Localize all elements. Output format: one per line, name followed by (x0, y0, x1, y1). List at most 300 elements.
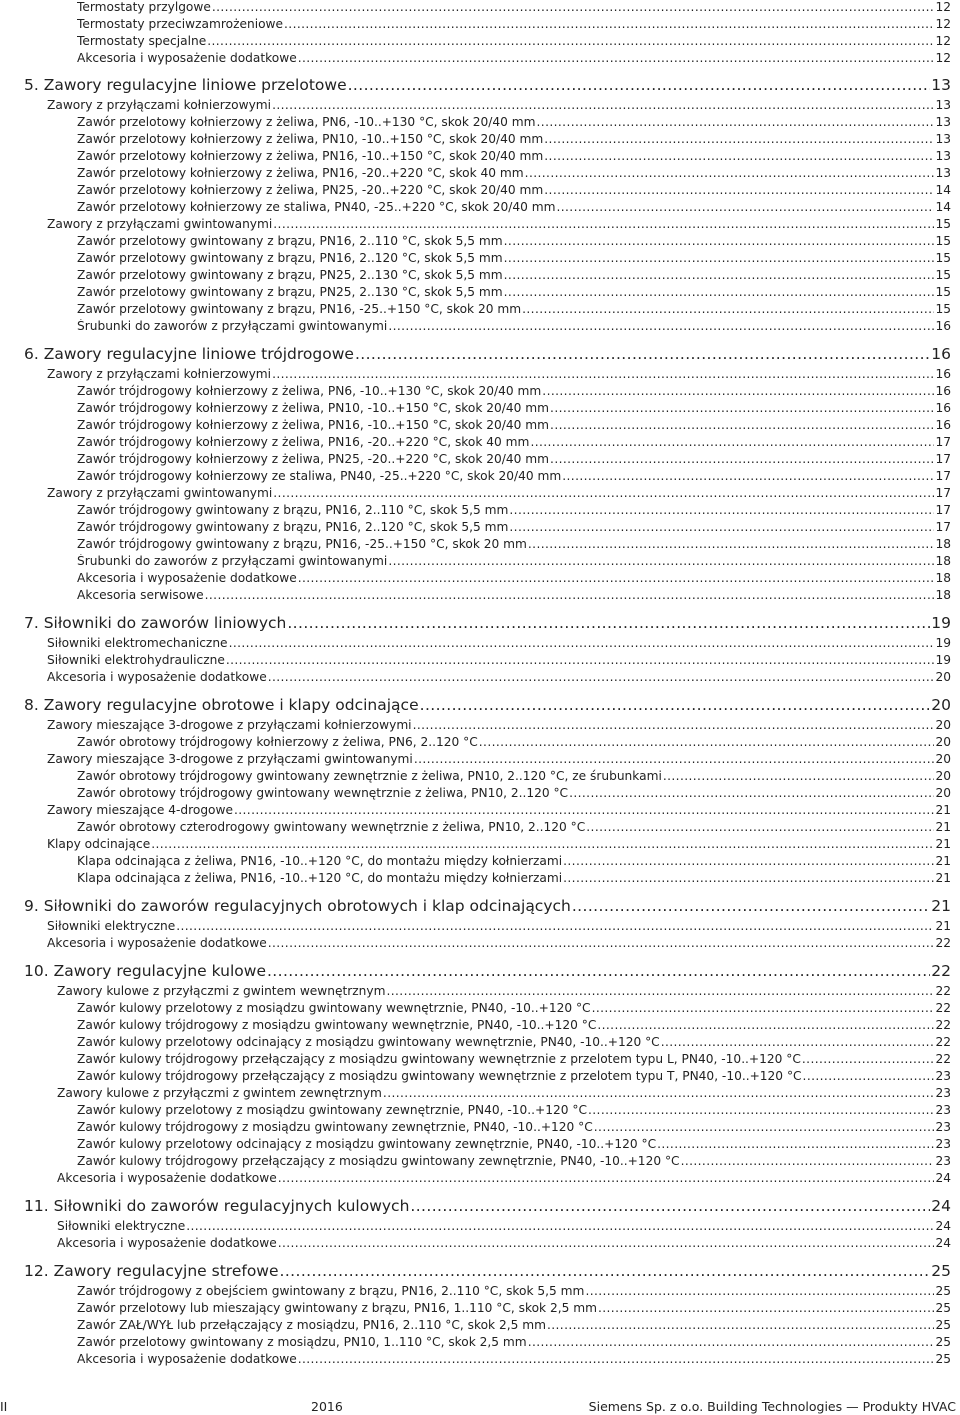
toc-leader-dots (803, 1069, 935, 1083)
toc-page-number: 19 (935, 636, 951, 650)
toc-leader-dots (509, 503, 934, 517)
toc-entry (77, 1069, 951, 1083)
toc-leader-dots (542, 384, 934, 398)
toc-page-number: 17 (935, 469, 951, 483)
toc-page-number: 12 (935, 34, 951, 48)
toc-section-heading (24, 962, 951, 980)
toc-entry (57, 1236, 951, 1250)
toc-leader-dots (272, 98, 934, 112)
toc-entry-title: Zawór kulowy przelotowy odcinający z mosiądzu gwintowany wewnętrznie, PN40, -10..+120 °C (77, 1035, 660, 1049)
toc-page-number: 18 (935, 537, 951, 551)
toc-entry (47, 636, 951, 650)
toc-page-number: 23 (935, 1154, 951, 1168)
toc-entry (77, 1154, 951, 1168)
toc-entry-title: Zawór obrotowy trójdrogowy gwintowany wewnętrznie z żeliwa, PN10, 2..120 °C (77, 786, 569, 800)
toc-leader-dots (479, 735, 935, 749)
toc-entry (77, 200, 951, 214)
toc-page-number: 22 (935, 1052, 951, 1066)
toc-section-heading (24, 897, 951, 915)
toc-leader-dots (663, 769, 935, 783)
toc-page-number: 24 (935, 1171, 951, 1185)
toc-leader-dots (388, 554, 934, 568)
toc-leader-dots (386, 984, 934, 998)
toc-entry-title: Zawór trójdrogowy z obejściem gwintowany z brązu, PN16, 2..110 °C, skok 5,5 mm (77, 1284, 585, 1298)
toc-entry-title: Zawór trójdrogowy gwintowany z brązu, PN16, 2..120 °C, skok 5,5 mm (77, 520, 509, 534)
toc-page-number: 19 (931, 614, 951, 632)
toc-entry (47, 837, 951, 851)
toc-entry (77, 302, 951, 316)
toc-entry-title: Zawór kulowy trójdrogowy z mosiądzu gwintowany zewnętrznie, PN40, -10..+120 °C (77, 1120, 593, 1134)
toc-entry-title: 9. Siłowniki do zaworów regulacyjnych obrotowych i klap odcinających (24, 897, 571, 915)
toc-page-number: 17 (935, 520, 951, 534)
toc-page-number: 25 (935, 1352, 951, 1366)
toc-leader-dots (550, 452, 934, 466)
toc-entry-title: Zawór trójdrogowy kołnierzowy z żeliwa, PN16, -20..+220 °C, skok 40 mm (77, 435, 530, 449)
toc-leader-dots (522, 302, 934, 316)
toc-entry-title: Zawór obrotowy trójdrogowy kołnierzowy z żeliwa, PN6, 2..120 °C (77, 735, 478, 749)
toc-section-heading (24, 345, 951, 363)
toc-leader-dots (586, 820, 934, 834)
toc-leader-dots (544, 149, 934, 163)
toc-leader-dots (355, 345, 930, 363)
toc-entry (77, 401, 951, 415)
toc-leader-dots (176, 919, 934, 933)
toc-entry (47, 803, 951, 817)
toc-page-number: 22 (935, 936, 951, 950)
toc-leader-dots (273, 486, 934, 500)
toc-entry-title: 8. Zawory regulacyjne obrotowe i klapy odcinające (24, 696, 419, 714)
toc-page-number: 25 (935, 1335, 951, 1349)
toc-entry-title: Zawór trójdrogowy kołnierzowy z żeliwa, PN25, -20..+220 °C, skok 20/40 mm (77, 452, 550, 466)
toc-page-number: 21 (935, 820, 951, 834)
toc-leader-dots (414, 752, 935, 766)
toc-entry (77, 1052, 951, 1066)
toc-entry-title: Zawór przelotowy gwintowany z brązu, PN25, 2..130 °C, skok 5,5 mm (77, 268, 503, 282)
toc-page-number: 15 (935, 285, 951, 299)
toc-entry-title: Zawór przelotowy gwintowany z brązu, PN16, 2..120 °C, skok 5,5 mm (77, 251, 503, 265)
toc-entry-title: Klapy odcinające (47, 837, 151, 851)
toc-entry-title: Zawór kulowy trójdrogowy przełączający z mosiądzu gwintowany zewnętrznie, PN40, -10..+120 °C (77, 1154, 680, 1168)
toc-entry-title: Zawory kulowe z przyłączmi z gwintem wewnętrznym (57, 984, 386, 998)
toc-page-number: 14 (935, 200, 951, 214)
toc-entry-title: Zawór przelotowy gwintowany z brązu, PN16, -25..+150 °C, skok 20 mm (77, 302, 522, 316)
toc-page-number: 25 (935, 1284, 951, 1298)
toc-entry (77, 17, 951, 31)
toc-entry (47, 486, 951, 500)
toc-entry-title: Zawór trójdrogowy kołnierzowy z żeliwa, PN16, -10..+150 °C, skok 20/40 mm (77, 418, 550, 432)
toc-entry (77, 251, 951, 265)
toc-leader-dots (268, 670, 935, 684)
toc-page-number: 21 (935, 803, 951, 817)
toc-entry (77, 571, 951, 585)
toc-entry-title: Zawór przelotowy kołnierzowy z żeliwa, PN6, -10..+130 °C, skok 20/40 mm (77, 115, 536, 129)
toc-entry-title: Termostaty przeciwzamrożeniowe (77, 17, 284, 31)
toc-entry (77, 166, 951, 180)
toc-entry (77, 51, 951, 65)
toc-entry (77, 786, 951, 800)
toc-leader-dots (504, 268, 935, 282)
toc-page-number: 23 (935, 1120, 951, 1134)
toc-leader-dots (547, 1318, 935, 1332)
toc-page-number: 24 (935, 1236, 951, 1250)
toc-page-number: 23 (935, 1086, 951, 1100)
toc-entry (77, 769, 951, 783)
toc-entry (57, 984, 951, 998)
toc-page-number: 17 (935, 452, 951, 466)
toc-leader-dots (550, 418, 934, 432)
toc-leader-dots (528, 537, 935, 551)
toc-entry-title: Zawór przelotowy gwintowany z brązu, PN25, 2..130 °C, skok 5,5 mm (77, 285, 503, 299)
toc-entry (77, 1035, 951, 1049)
toc-section-heading (24, 76, 951, 94)
toc-entry (47, 718, 951, 732)
toc-page-number: 20 (935, 718, 951, 732)
toc-section-heading (24, 614, 951, 632)
toc-entry-title: Akcesoria i wyposażenie dodatkowe (77, 1352, 297, 1366)
toc-entry-title: Siłowniki elektrohydrauliczne (47, 653, 225, 667)
toc-leader-dots (572, 897, 930, 915)
toc-page-number: 14 (935, 183, 951, 197)
toc-entry (47, 217, 951, 231)
toc-entry (77, 1103, 951, 1117)
toc-page-number: 25 (935, 1318, 951, 1332)
toc-entry-title: Zawory z przyłączami gwintowanymi (47, 217, 273, 231)
toc-entry (47, 670, 951, 684)
toc-entry-title: 11. Siłowniki do zaworów regulacyjnych kulowych (24, 1197, 410, 1215)
toc-page-number: 16 (935, 384, 951, 398)
toc-page-number: 21 (935, 837, 951, 851)
toc-leader-dots (151, 837, 934, 851)
toc-entry-title: Zawory z przyłączami gwintowanymi (47, 486, 273, 500)
toc-page-number: 21 (935, 919, 951, 933)
toc-entry-title: 7. Siłowniki do zaworów liniowych (24, 614, 287, 632)
footer-year: 2016 (311, 1399, 343, 1414)
toc-entry-title: Zawór kulowy trójdrogowy z mosiądzu gwintowany wewnętrznie, PN40, -10..+120 °C (77, 1018, 597, 1032)
toc-leader-dots (229, 636, 935, 650)
toc-leader-dots (287, 614, 930, 632)
toc-entry-title: Zawór przelotowy kołnierzowy z żeliwa, PN16, -20..+220 °C, skok 40 mm (77, 166, 524, 180)
toc-page-number: 13 (935, 149, 951, 163)
toc-entry-title: Zawór przelotowy kołnierzowy z żeliwa, PN10, -10..+150 °C, skok 20/40 mm (77, 132, 544, 146)
toc-page-number: 13 (935, 132, 951, 146)
toc-leader-dots (267, 962, 930, 980)
toc-leader-dots (597, 1018, 934, 1032)
toc-page-number: 21 (935, 871, 951, 885)
toc-leader-dots (544, 132, 934, 146)
toc-page-number: 15 (935, 251, 951, 265)
toc-page-number: 17 (935, 503, 951, 517)
toc-entry-title: Zawór przelotowy kołnierzowy ze staliwa, PN40, -25..+220 °C, skok 20/40 mm (77, 200, 556, 214)
toc-page-number: 21 (931, 897, 951, 915)
toc-entry (77, 554, 951, 568)
toc-leader-dots (410, 1197, 930, 1215)
toc-section-heading (24, 696, 951, 714)
toc-page-number: 13 (931, 76, 951, 94)
toc-entry (57, 1219, 951, 1233)
toc-entry-title: Siłowniki elektryczne (57, 1219, 186, 1233)
toc-entry (77, 1284, 951, 1298)
toc-entry (77, 1120, 951, 1134)
toc-entry-title: Akcesoria i wyposażenie dodatkowe (57, 1171, 277, 1185)
toc-entry-title: Zawór kulowy przelotowy z mosiądzu gwintowany wewnętrznie, PN40, -10..+120 °C (77, 1001, 591, 1015)
toc-leader-dots (585, 1284, 934, 1298)
toc-entry (77, 1352, 951, 1366)
toc-leader-dots (681, 1154, 935, 1168)
toc-entry-title: Zawór przelotowy kołnierzowy z żeliwa, PN25, -20..+220 °C, skok 20/40 mm (77, 183, 544, 197)
toc-entry-title: Śrubunki do zaworów z przyłączami gwintowanymi (77, 554, 388, 568)
toc-page-number: 24 (931, 1197, 951, 1215)
toc-leader-dots (588, 1103, 934, 1117)
toc-page-number: 15 (935, 302, 951, 316)
toc-entry-title: Zawory z przyłączami kołnierzowymi (47, 98, 272, 112)
toc-entry (57, 1171, 951, 1185)
toc-entry (77, 319, 951, 333)
toc-entry (47, 936, 951, 950)
toc-entry (77, 0, 951, 14)
toc-entry (77, 854, 951, 868)
toc-leader-dots (383, 1086, 935, 1100)
toc-page-number: 22 (931, 962, 951, 980)
toc-entry (77, 435, 951, 449)
toc-page-number: 17 (935, 486, 951, 500)
toc-entry-title: Akcesoria i wyposażenie dodatkowe (47, 670, 267, 684)
toc-entry (77, 503, 951, 517)
toc-page-number: 17 (935, 435, 951, 449)
toc-entry (77, 115, 951, 129)
toc-page-number: 20 (935, 752, 951, 766)
toc-entry (77, 469, 951, 483)
toc-leader-dots (598, 1301, 935, 1315)
toc-entry-title: Zawory mieszające 3-drogowe z przyłączami kołnierzowymi (47, 718, 412, 732)
toc-page-number: 13 (935, 115, 951, 129)
toc-section-heading (24, 1197, 951, 1215)
toc-page-number: 25 (935, 1301, 951, 1315)
toc-leader-dots (802, 1052, 935, 1066)
toc-entry (77, 1137, 951, 1151)
toc-page-number: 13 (935, 166, 951, 180)
toc-entry (77, 735, 951, 749)
toc-leader-dots (544, 183, 934, 197)
toc-leader-dots (348, 76, 931, 94)
toc-leader-dots (298, 1352, 935, 1366)
toc-entry (77, 588, 951, 602)
toc-entry-title: 5. Zawory regulacyjne liniowe przelotowe (24, 76, 347, 94)
toc-entry-title: Zawór trójdrogowy kołnierzowy z żeliwa, PN6, -10..+130 °C, skok 20/40 mm (77, 384, 542, 398)
toc-leader-dots (413, 718, 935, 732)
toc-page-number: 22 (935, 984, 951, 998)
toc-entry (77, 268, 951, 282)
toc-entry-title: Termostaty specjalne (77, 34, 207, 48)
toc-page-number: 16 (931, 345, 951, 363)
toc-entry-title: Zawór przelotowy lub mieszający gwintowany z brązu, PN16, 1..110 °C, skok 2,5 mm (77, 1301, 597, 1315)
toc-page-number: 20 (935, 786, 951, 800)
toc-page-number: 15 (935, 234, 951, 248)
toc-leader-dots (280, 1262, 931, 1280)
toc-leader-dots (592, 1001, 935, 1015)
toc-leader-dots (207, 34, 934, 48)
toc-page-number: 23 (935, 1103, 951, 1117)
toc-leader-dots (569, 786, 934, 800)
toc-entry-title: Akcesoria serwisowe (77, 588, 204, 602)
toc-page-number: 21 (935, 854, 951, 868)
toc-page-number: 20 (935, 769, 951, 783)
toc-entry-title: Zawór kulowy trójdrogowy przełączający z mosiądzu gwintowany wewnętrznie z przelotem typu T, PN40, -10..+120 °C (77, 1069, 802, 1083)
footer-page-number: II (0, 1399, 8, 1414)
toc-entry-title: Akcesoria i wyposażenie dodatkowe (77, 571, 297, 585)
toc-entry-title: Zawór obrotowy czterodrogowy gwintowany wewnętrznie z żeliwa, PN10, 2..120 °C (77, 820, 586, 834)
toc-leader-dots (528, 1335, 935, 1349)
toc-entry (77, 234, 951, 248)
toc-entry (77, 1018, 951, 1032)
toc-entry-title: Zawór przelotowy gwintowany z brązu, PN16, 2..110 °C, skok 5,5 mm (77, 234, 503, 248)
toc-entry-title: Zawory z przyłączami kołnierzowymi (47, 367, 272, 381)
toc-entry (77, 384, 951, 398)
toc-entry (77, 520, 951, 534)
toc-entry-title: Termostaty przylgowe (77, 0, 211, 14)
toc-page-number: 19 (935, 653, 951, 667)
toc-entry (77, 820, 951, 834)
toc-leader-dots (563, 871, 934, 885)
toc-page-number: 13 (935, 98, 951, 112)
toc-entry (77, 537, 951, 551)
toc-page-number: 22 (935, 1001, 951, 1015)
toc-entry (77, 34, 951, 48)
toc-leader-dots (268, 936, 935, 950)
toc-entry (47, 653, 951, 667)
toc-leader-dots (657, 1137, 934, 1151)
toc-leader-dots (420, 696, 931, 714)
toc-entry (77, 1318, 951, 1332)
page-footer (0, 1399, 960, 1415)
toc-entry-title: Zawory mieszające 4-drogowe (47, 803, 233, 817)
toc-leader-dots (272, 367, 934, 381)
toc-leader-dots (504, 285, 935, 299)
toc-entry-title: 6. Zawory regulacyjne liniowe trójdrogowe (24, 345, 354, 363)
toc-page-number: 16 (935, 401, 951, 415)
toc-leader-dots (562, 469, 934, 483)
toc-page-number: 12 (935, 51, 951, 65)
toc-leader-dots (298, 571, 935, 585)
toc-entry-title: Klapa odcinająca z żeliwa, PN16, -10..+120 °C, do montażu między kołnierzami (77, 871, 563, 885)
footer-company: Siemens Sp. z o.o. Building Technologies — Produkty HVAC (588, 1399, 956, 1414)
toc-entry-title: 10. Zawory regulacyjne kulowe (24, 962, 266, 980)
toc-leader-dots (594, 1120, 935, 1134)
toc-entry (47, 98, 951, 112)
toc-page-number: 16 (935, 418, 951, 432)
toc-page-number: 20 (935, 735, 951, 749)
toc-entry-title: Zawór przelotowy kołnierzowy z żeliwa, PN16, -10..+150 °C, skok 20/40 mm (77, 149, 544, 163)
toc-entry (47, 919, 951, 933)
toc-page-number: 16 (935, 319, 951, 333)
toc-entry-title: Siłowniki elektryczne (47, 919, 176, 933)
toc-page-number: 18 (935, 571, 951, 585)
toc-entry-title: Akcesoria i wyposażenie dodatkowe (47, 936, 267, 950)
toc-entry (77, 149, 951, 163)
toc-entry-title: Zawory kulowe z przyłączmi z gwintem zewnętrznym (57, 1086, 382, 1100)
toc-entry-title: Zawór trójdrogowy kołnierzowy ze staliwa, PN40, -25..+220 °C, skok 20/40 mm (77, 469, 562, 483)
toc-entry-title: Zawór trójdrogowy gwintowany z brązu, PN16, 2..110 °C, skok 5,5 mm (77, 503, 509, 517)
toc-page-number: 16 (935, 367, 951, 381)
toc-leader-dots (525, 166, 935, 180)
toc-entry-title: Zawór trójdrogowy gwintowany z brązu, PN16, -25..+150 °C, skok 20 mm (77, 537, 527, 551)
toc-leader-dots (212, 0, 935, 14)
toc-page-number: 22 (935, 1018, 951, 1032)
toc-entry (77, 183, 951, 197)
toc-entry (47, 367, 951, 381)
toc-page-number: 25 (931, 1262, 951, 1280)
toc-page-number: 23 (935, 1069, 951, 1083)
toc-entry-title: Zawór ZAŁ/WYŁ lub przełączający z mosiądzu, PN16, 2..110 °C, skok 2,5 mm (77, 1318, 546, 1332)
toc-leader-dots (504, 251, 935, 265)
toc-entry-title: Zawór przelotowy gwintowany z mosiądzu, PN10, 1..110 °C, skok 2,5 mm (77, 1335, 527, 1349)
toc-leader-dots (273, 217, 934, 231)
toc-entry-title: Zawór obrotowy trójdrogowy gwintowany zewnętrznie z żeliwa, PN10, 2..120 °C, ze śrubunkami (77, 769, 662, 783)
toc-entry (77, 871, 951, 885)
toc-entry-title: Siłowniki elektromechaniczne (47, 636, 228, 650)
toc-leader-dots (563, 854, 934, 868)
toc-page-number: 15 (935, 217, 951, 231)
toc-leader-dots (298, 51, 935, 65)
toc-leader-dots (661, 1035, 935, 1049)
toc-leader-dots (556, 200, 934, 214)
toc-leader-dots (234, 803, 935, 817)
toc-leader-dots (537, 115, 935, 129)
toc-entry-title: Zawór kulowy przelotowy odcinający z mosiądzu gwintowany zewnętrznie, PN40, -10..+120 °C (77, 1137, 657, 1151)
toc-entry (77, 1335, 951, 1349)
toc-page-number: 12 (935, 0, 951, 14)
toc-page-number: 18 (935, 554, 951, 568)
toc-leader-dots (504, 234, 935, 248)
toc-entry-title: Akcesoria i wyposażenie dodatkowe (57, 1236, 277, 1250)
toc-entry-title: Zawór trójdrogowy kołnierzowy z żeliwa, PN10, -10..+150 °C, skok 20/40 mm (77, 401, 550, 415)
toc-entry (77, 1001, 951, 1015)
toc-entry (77, 1301, 951, 1315)
toc-leader-dots (550, 401, 934, 415)
toc-leader-dots (186, 1219, 934, 1233)
toc-page-number: 24 (935, 1219, 951, 1233)
toc-entry (77, 418, 951, 432)
toc-leader-dots (226, 653, 935, 667)
toc-entry (57, 1086, 951, 1100)
toc-entry-title: 12. Zawory regulacyjne strefowe (24, 1262, 279, 1280)
toc-leader-dots (278, 1236, 935, 1250)
toc-entry-title: Zawór kulowy przelotowy z mosiądzu gwintowany zewnętrznie, PN40, -10..+120 °C (77, 1103, 587, 1117)
toc-page-number: 22 (935, 1035, 951, 1049)
toc-entry-title: Klapa odcinająca z żeliwa, PN16, -10..+120 °C, do montażu między kołnierzami (77, 854, 563, 868)
toc-page-number: 12 (935, 17, 951, 31)
toc-entry (77, 452, 951, 466)
toc-section-heading (24, 1262, 951, 1280)
toc-entry (77, 285, 951, 299)
toc-leader-dots (205, 588, 935, 602)
toc-page-number: 20 (935, 670, 951, 684)
toc-page-number: 15 (935, 268, 951, 282)
toc-leader-dots (530, 435, 934, 449)
toc-leader-dots (278, 1171, 935, 1185)
toc-entry (47, 752, 951, 766)
toc-leader-dots (509, 520, 934, 534)
toc-leader-dots (284, 17, 934, 31)
toc-page-number: 23 (935, 1137, 951, 1151)
toc-page-number: 18 (935, 588, 951, 602)
toc-entry-title: Zawór kulowy trójdrogowy przełączający z mosiądzu gwintowany wewnętrznie z przelotem typu L, PN40, -10..+120 °C (77, 1052, 801, 1066)
toc-entry-title: Zawory mieszające 3-drogowe z przyłączami gwintowanymi (47, 752, 413, 766)
toc-page-number: 20 (931, 696, 951, 714)
toc-entry (77, 132, 951, 146)
toc-entry-title: Akcesoria i wyposażenie dodatkowe (77, 51, 297, 65)
toc-entry-title: Śrubunki do zaworów z przyłączami gwintowanymi (77, 319, 388, 333)
toc-leader-dots (388, 319, 934, 333)
